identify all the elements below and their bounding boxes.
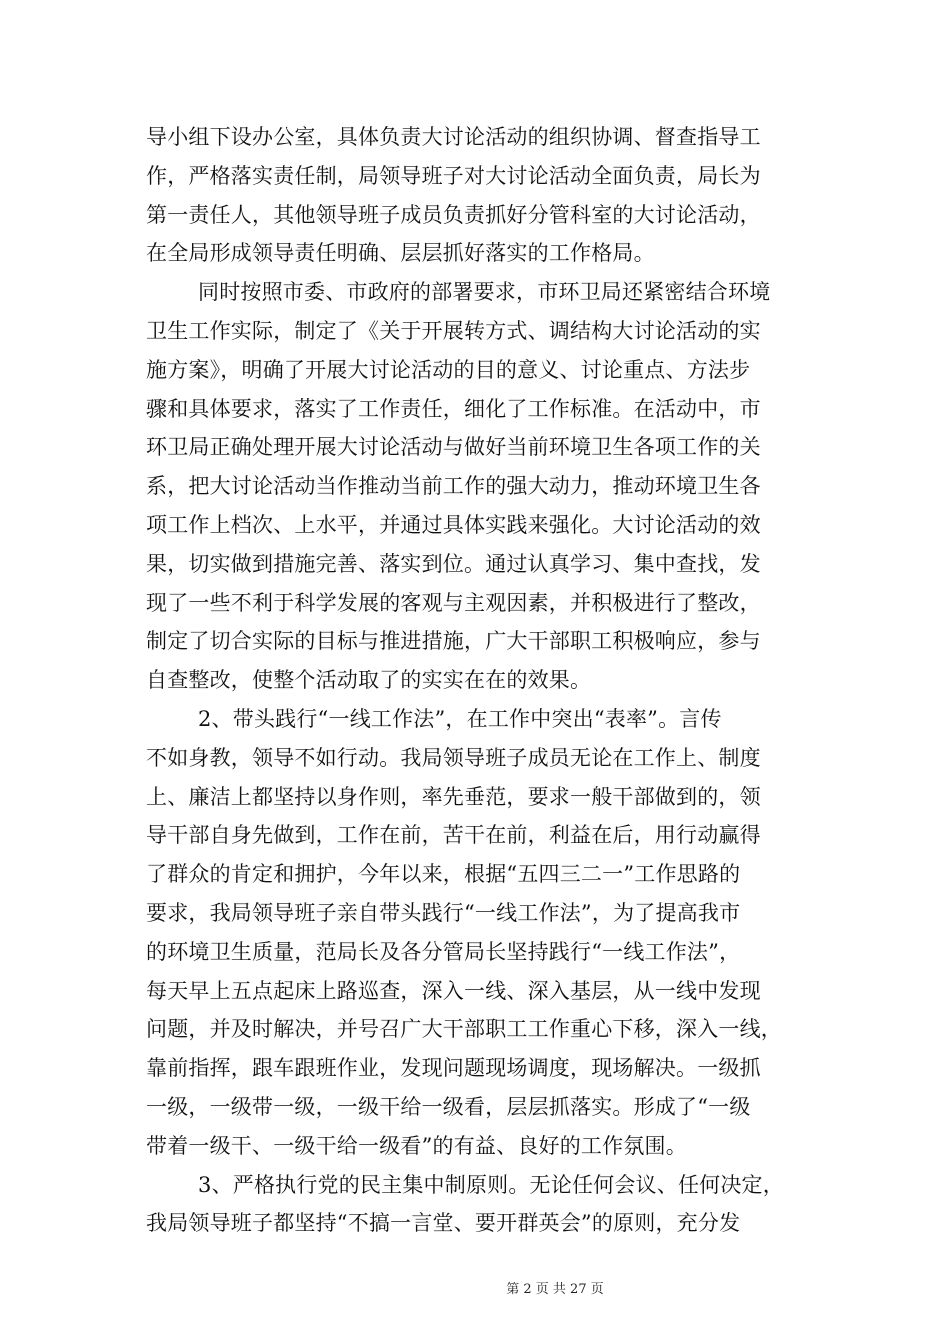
text-line: 在全局形成领导责任明确、层层抓好落实的工作格局。 — [146, 241, 655, 266]
text-line: 一级，一级带一级，一级干给一级看，层层抓落实。形成了“一级 — [146, 1094, 751, 1119]
text-line: 卫生工作实际，制定了《关于开展转方式、调结构大讨论活动的实 — [146, 318, 761, 343]
text-line: 3、严格执行党的民主集中制原则。无论任何会议、任何决定， — [198, 1172, 784, 1197]
page-number: 第 2 页 共 27 页 — [506, 1282, 604, 1297]
text-line: 导小组下设办公室，具体负责大讨论活动的组织协调、督查指导工 — [146, 125, 761, 149]
text-line: 问题，并及时解决，并号召广大干部职工工作重心下移，深入一线， — [146, 1017, 782, 1042]
text-line: 作，严格落实责任制，局领导班子对大讨论活动全面负责，局长为 — [146, 163, 761, 188]
text-line: 同时按照市委、市政府的部署要求，市环卫局还紧密结合环境 — [198, 280, 771, 305]
text-line: 自查整改，使整个活动取了的实实在在的效果。 — [146, 668, 592, 693]
text-line: 导干部自身先做到，工作在前，苦干在前，利益在后，用行动赢得 — [146, 823, 761, 848]
text-line: 不如身教，领导不如行动。我局领导班子成员无论在工作上、制度 — [146, 745, 761, 770]
document-body — [146, 118, 816, 1243]
text-line: 我局领导班子都坚持“不搞一言堂、要开群英会”的原则，充分发 — [146, 1211, 741, 1236]
text-line: 2、带头践行“一线工作法”，在工作中突出“表率”。言传 — [198, 706, 722, 731]
text-line: 制定了切合实际的目标与推进措施，广大干部职工积极响应，参与 — [146, 629, 761, 654]
text-line: 骤和具体要求，落实了工作责任，细化了工作标准。在活动中，市 — [146, 396, 761, 421]
text-line: 的环境卫生质量，范局长及各分管局长坚持践行“一线工作法”， — [146, 939, 741, 964]
text-line: 靠前指挥，跟车跟班作业，发现问题现场调度，现场解决。一级抓 — [146, 1056, 761, 1081]
text-line: 环卫局正确处理开展大讨论活动与做好当前环境卫生各项工作的关 — [146, 435, 761, 460]
text-line: 现了一些不利于科学发展的客观与主观因素，并积极进行了整改， — [146, 590, 761, 615]
text-line: 上、廉洁上都坚持以身作则，率先垂范，要求一般干部做到的，领 — [146, 784, 761, 809]
text-line: 果，切实做到措施完善、落实到位。通过认真学习、集中查找，发 — [146, 551, 761, 576]
text-line: 系，把大讨论活动当作推动当前工作的强大动力，推动环境卫生各 — [146, 474, 761, 499]
text-line: 项工作上档次、上水平，并通过具体实践来强化。大讨论活动的效 — [146, 512, 761, 537]
text-line: 了群众的肯定和拥护，今年以来，根据“五四三二一”工作思路的 — [146, 862, 741, 887]
text-line: 每天早上五点起床上路巡查，深入一线、深入基层，从一线中发现 — [146, 978, 761, 1003]
text-line: 带着一级干、一级干给一级看”的有益、良好的工作氛围。 — [146, 1133, 687, 1158]
text-line: 施方案》，明确了开展大讨论活动的目的意义、讨论重点、方法步 — [146, 357, 751, 382]
text-line: 要求，我局领导班子亲自带头践行“一线工作法”，为了提高我市 — [146, 900, 741, 925]
text-line: 第一责任人，其他领导班子成员负责抓好分管科室的大讨论活动， — [146, 202, 761, 227]
